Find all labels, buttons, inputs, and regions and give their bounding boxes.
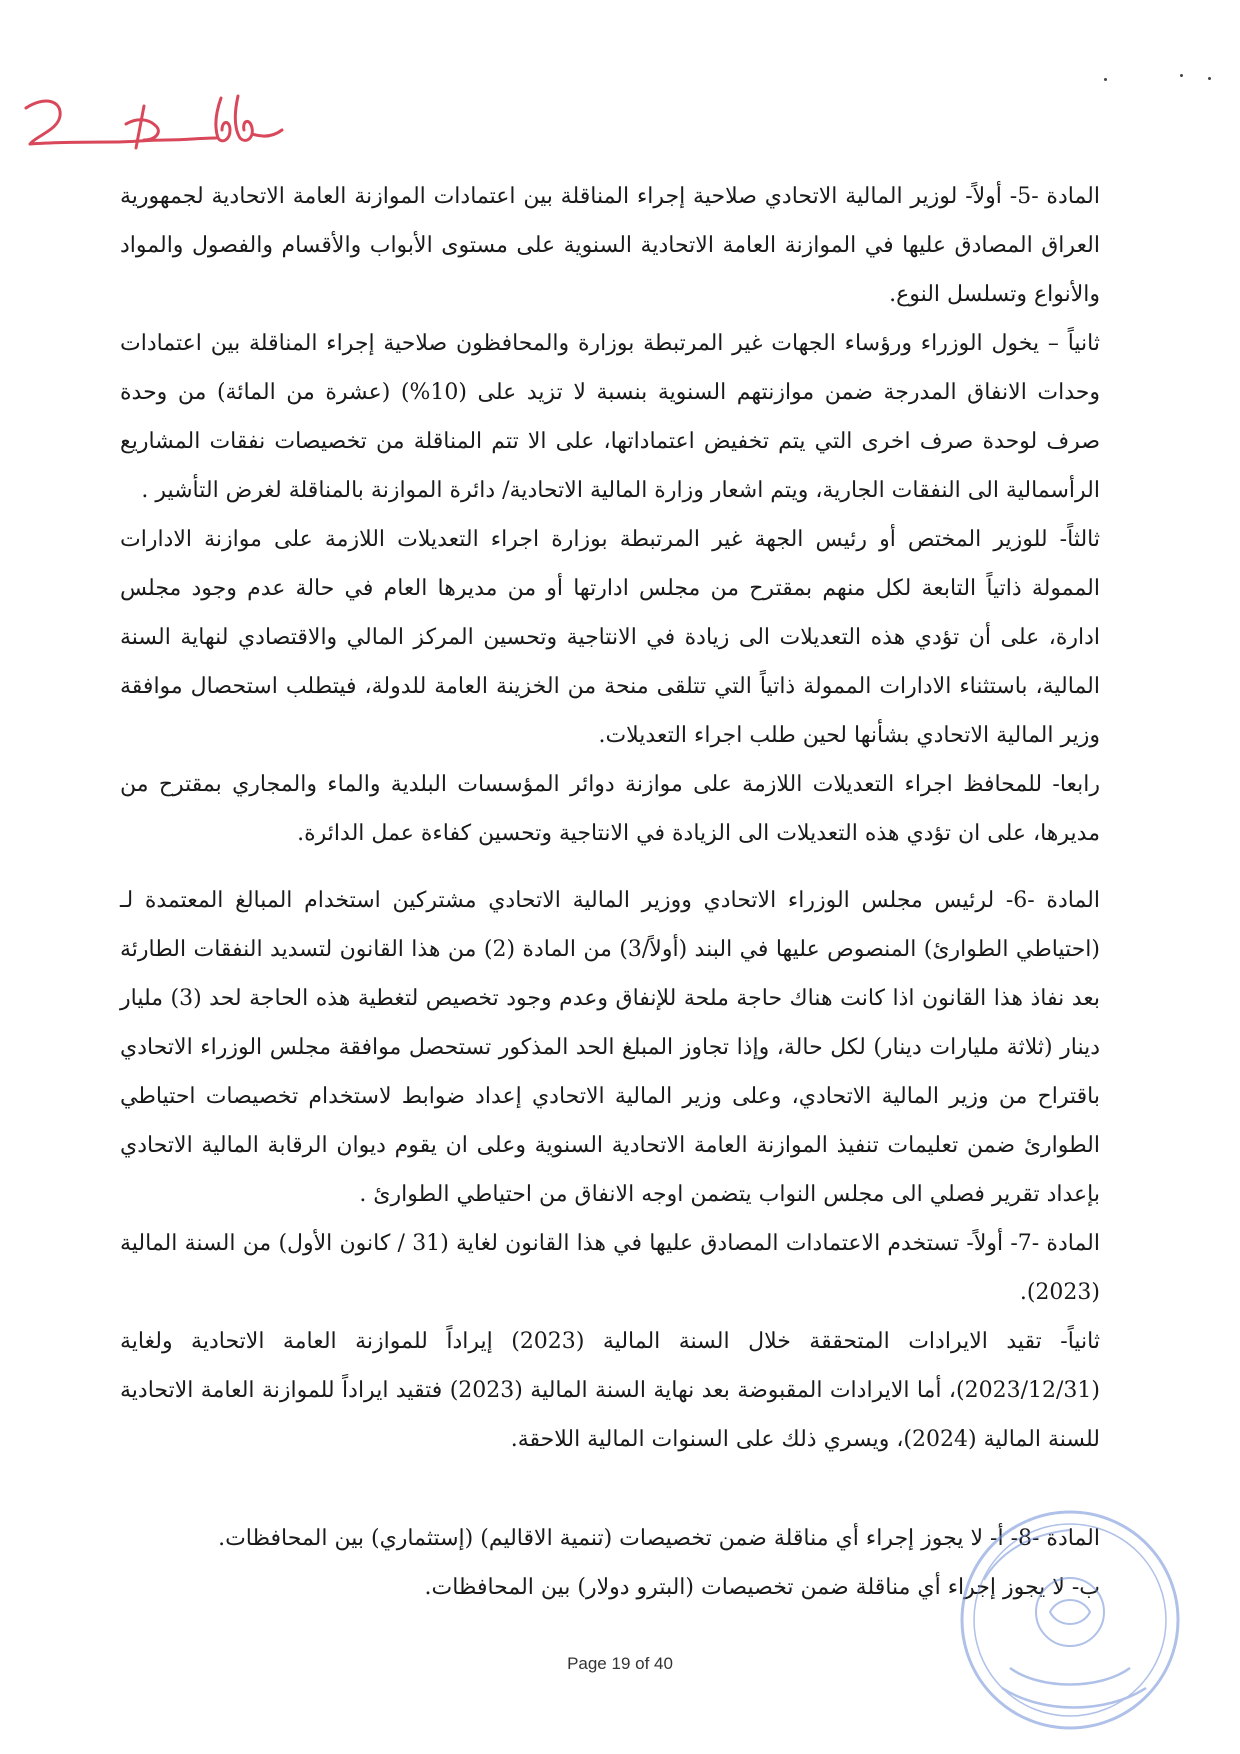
document-body	[120, 172, 1100, 1612]
article-5-para-1-text: أولاً- لوزير المالية الاتحادي صلاحية إجراء المناقلة بين اعتمادات الموازنة العامة الاتحادية لجمهورية العراق المصادق عليها في الموازنة العامة الاتحادية السنوية على مستوى الأبواب والأقسام والفصول والمواد والأنواع وتسلسل النوع.	[120, 184, 1100, 307]
article-8-para-1-text: أ- لا يجوز إجراء أي مناقلة ضمن تخصيصات (تنمية الاقاليم) (إستثماري) بين المحافظات.	[218, 1526, 1004, 1551]
scan-speck	[1208, 77, 1211, 80]
article-5	[120, 172, 1100, 858]
article-5-para-4: رابعا- للمحافظ اجراء التعديلات اللازمة على موازنة دوائر المؤسسات البلدية والماء والمجاري بمقترح من مديرها، على ان تؤدي هذه التعديلات الى الزيادة في الانتاجية وتحسين كفاءة عمل الدائرة.	[120, 772, 1100, 846]
official-stamp-icon	[950, 1500, 1190, 1740]
article-7-para-1-text: أولاً- تستخدم الاعتمادات المصادق عليها في هذا القانون لغاية (31 / كانون الأول) من السنة المالية (2023).	[120, 1231, 1100, 1305]
article-5-para-3: ثالثاً- للوزير المختص أو رئيس الجهة غير المرتبطة بوزارة اجراء التعديلات اللازمة على موازنة الادارات الممولة ذاتياً التابعة لكل منهم بمقترح من مجلس ادارتها أو من مديرها العام في حالة عدم وجود مجلس ادارة، على أن تؤدي هذه التعديلات الى زيادة في الانتاجية وتحسين المركز المالي والاقتصادي لنهاية السنة المالية، باستثناء الادارات الممولة ذاتياً التي تتلقى منحة من الخزينة العامة للدولة، فيتطلب استحصال موافقة وزير المالية الاتحادي بشأنها لحين طلب اجراء التعديلات.	[120, 527, 1100, 748]
article-5-label: المادة -5-	[1009, 184, 1100, 209]
article-6	[120, 876, 1100, 1219]
article-6-para-1-text: لرئيس مجلس الوزراء الاتحادي ووزير المالية الاتحادي مشتركين استخدام المبالغ المعتمدة لـ (احتياطي الطوارئ) المنصوص عليها في البند (أولاً/3) من المادة (2) من هذا القانون لتسديد النفقات الطارئة بعد نفاذ هذا القانون اذا كانت هناك حاجة ملحة للإنفاق وعدم وجود تخصيص لتغطية هذه الحاجة لحد (3) مليار دينار (ثلاثة مليارات دينار) لكل حالة، وإذا تجاوز المبلغ الحد المذكور تستحصل موافقة مجلس الوزراء الاتحادي باقتراح من وزير المالية الاتحادي، وعلى وزير المالية الاتحادي إعداد ضوابط لاستخدام تخصيصات احتياطي الطوارئ ضمن تعليمات تنفيذ الموازنة العامة الاتحادية السنوية وعلى ان يقوم ديوان الرقابة المالية الاتحادي بإعداد تقرير فصلي الى مجلس النواب يتضمن اوجه الانفاق من احتياطي الطوارئ .	[120, 888, 1101, 1207]
article-8-label: المادة -8-	[1010, 1526, 1100, 1551]
scan-speck	[1180, 74, 1183, 77]
page-number: Page 19 of 40	[567, 1654, 673, 1673]
article-6-label: المادة -6-	[1005, 888, 1100, 913]
article-6-para-1	[120, 876, 1100, 1219]
article-7-label: المادة -7-	[1010, 1231, 1100, 1256]
article-7-para-1	[120, 1219, 1100, 1317]
signature-mark	[16, 86, 296, 166]
article-8-para-2: ب- لا يجوز إجراء أي مناقلة ضمن تخصيصات (البترو دولار) بين المحافظات.	[424, 1575, 1100, 1600]
article-7	[120, 1219, 1100, 1464]
article-5-para-1	[120, 172, 1100, 319]
scan-speck	[1104, 78, 1107, 81]
article-7-para-2: ثانياً- تقيد الايرادات المتحققة خلال السنة المالية (2023) إيراداً للموازنة العامة الاتحادية ولغاية (2023/12/31)، أما الايرادات المقبوضة بعد نهاية السنة المالية (2023) فتقيد ايراداً للموازنة العامة الاتحادية للسنة المالية (2024)، ويسري ذلك على السنوات المالية اللاحقة.	[120, 1329, 1100, 1452]
article-5-para-2: ثانياً – يخول الوزراء ورؤساء الجهات غير المرتبطة بوزارة والمحافظون صلاحية إجراء المناقلة بين اعتمادات وحدات الانفاق المدرجة ضمن موازنتهم السنوية بنسبة لا تزيد على (10%) (عشرة من المائة) من وحدة صرف لوحدة صرف اخرى التي يتم تخفيض اعتماداتها، على الا تتم المناقلة من تخصيصات نفقات المشاريع الرأسمالية الى النفقات الجارية، ويتم اشعار وزارة المالية الاتحادية/ دائرة الموازنة بالمناقلة لغرض التأشير .	[120, 331, 1100, 503]
